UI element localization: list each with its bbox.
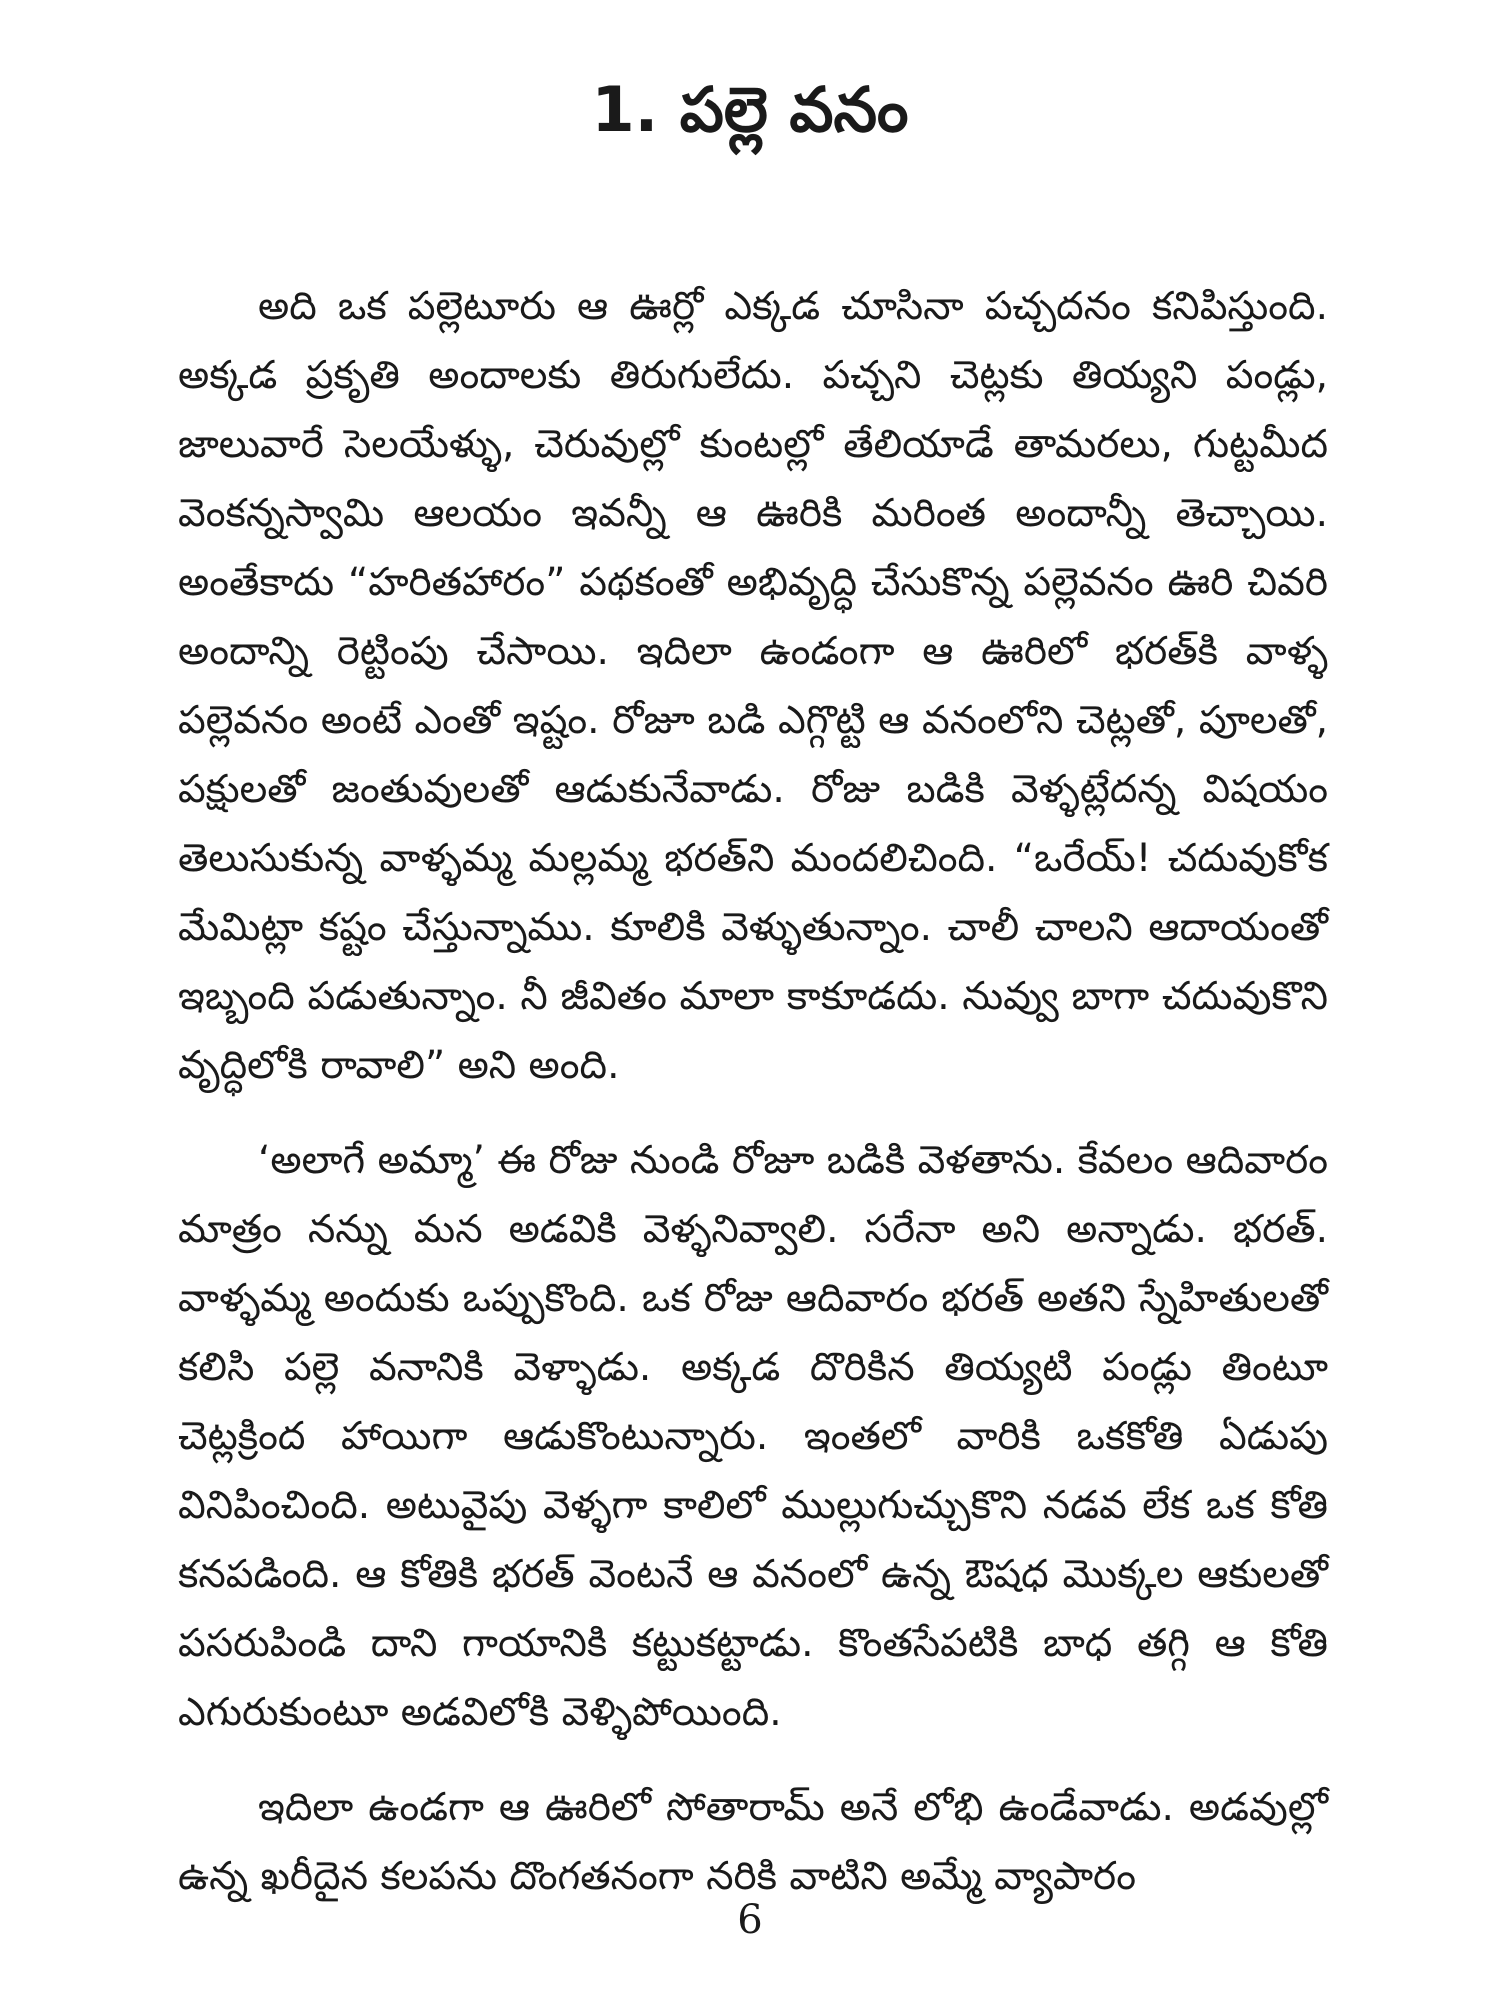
paragraph-2: ‘అలాగే అమ్మా’ ఈ రోజు నుండి రోజూ బడికి వెళతాను. కేవలం ఆదివారం మాత్రం నన్ను మన అడవికి వెళ్ళనివ్వాలి. సరేనా అని అన్నాడు. భరత్. వాళ్ళమ్మ అందుకు ఒప్పుకొంది. ఒక రోజు ఆదివారం భరత్ అతని స్నేహితులతో కలిసి పల్లె వనానికి వెళ్ళాడు. అక్కడ దొరికిన తియ్యటి పండ్లు తింటూ చెట్లక్రింద హాయిగా ఆడుకొంటున్నారు. ఇంతలో వారికి ఒకకోతి ఏడుపు వినిపించింది. అటువైపు వెళ్ళగా కాలిలో ముల్లుగుచ్చుకొని నడవ లేక ఒక కోతి కనపడింది. ఆ కోతికి భరత్ వెంటనే ఆ వనంలో ఉన్న ఔషధ మొక్కల ఆకులతో పసరుపిండి దాని గాయానికి కట్టుకట్టాడు. కొంతసేపటికి బాధ తగ్గి ఆ కోతి ఎగురుకుంటూ అడవిలోకి వెళ్ళిపోయింది.	[178, 1138, 1328, 1735]
paragraph-1: అది ఒక పల్లెటూరు ఆ ఊర్లో ఎక్కడ చూసినా పచ్చదనం కనిపిస్తుంది. అక్కడ ప్రకృతి అందాలకు తిరుగులేదు. పచ్చని చెట్లకు తియ్యని పండ్లు, జాలువారే సెలయేళ్ళు, చెరువుల్లో కుంటల్లో తేలియాడే తామరలు, గుట్టమీద వెంకన్నస్వామి ఆలయం ఇవన్నీ ఆ ఊరికి మరింత అందాన్నీ తెచ్చాయి. అంతేకాదు “హరితహారం” పథకంతో అభివృద్ధి చేసుకొన్న పల్లెవనం ఊరి చివరి అందాన్ని రెట్టింపు చేసాయి. ఇదిలా ఉండంగా ఆ ఊరిలో భరత్‌కి వాళ్ళ పల్లెవనం అంటే ఎంతో ఇష్టం. రోజూ బడి ఎగ్గొట్టి ఆ వనంలోని చెట్లతో, పూలతో, పక్షులతో జంతువులతో ఆడుకునేవాడు. రోజు బడికి వెళ్ళట్లేదన్న విషయం తెలుసుకున్న వాళ్ళమ్మ మల్లమ్మ భరత్‌ని మందలిచింది. “ఒరేయ్! చదువుకోక మేమిట్లా కష్టం చేస్తున్నాము. కూలికి వెళ్ళుతున్నాం. చాలీ చాలని ఆదాయంతో ఇబ్బంది పడుతున్నాం. నీ జీవితం మాలా కాకూడదు. నువ్వు బాగా చదువుకొని వృద్ధిలోకి రావాలి” అని అంది.	[178, 284, 1328, 1088]
chapter-body	[178, 272, 1328, 1937]
chapter-title: 1. పల్లె వనం	[591, 73, 909, 146]
paragraph-3: ఇదిలా ఉండగా ఆ ఊరిలో సోతారామ్ అనే లోభి ఉండేవాడు. అడవుల్లో ఉన్న ఖరీదైన కలపను దొంగతనంగా నరికి వాటిని అమ్మే వ్యాపారం	[178, 1785, 1328, 1899]
page-number: 6	[737, 1897, 763, 1943]
